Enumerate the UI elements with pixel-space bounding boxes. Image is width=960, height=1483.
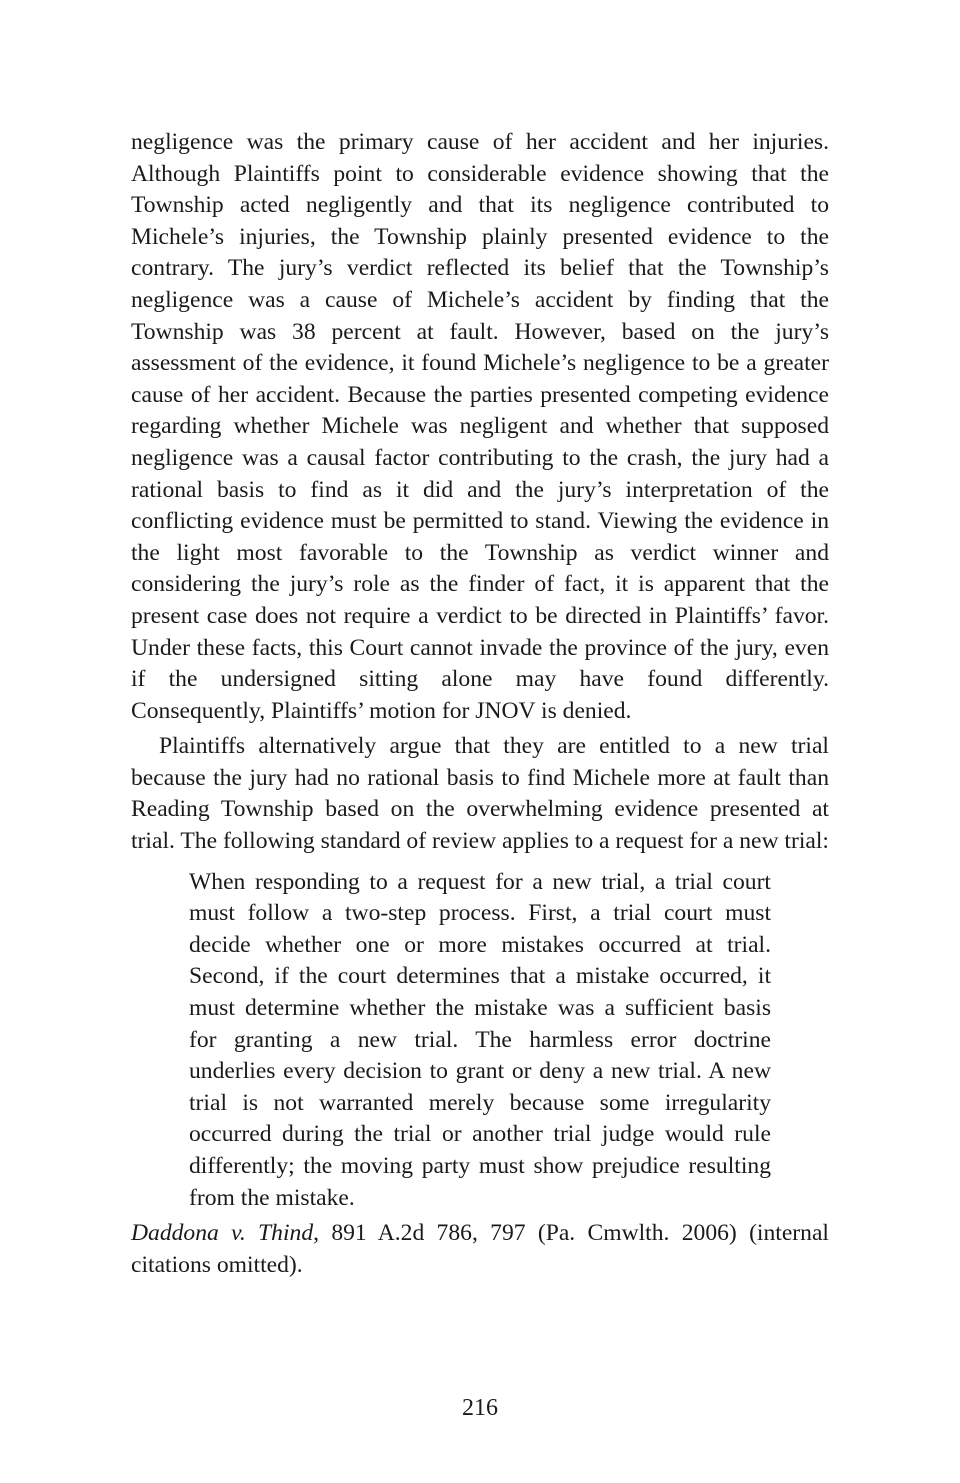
- body-text: [131, 127, 829, 1281]
- page-number: 216: [462, 1395, 498, 1421]
- block-quote: [189, 867, 771, 1215]
- paragraph-continued: negligence was the primary cause of her accident and her injuries. Although Plaintiffs point to considerable evidence showing that the Township acted negligently and that its negligence contributed to Michele’s injuries, the Township plainly presented evidence to the contrary. The jury’s verdict reflected its belief that the Township’s negligence was a cause of Michele’s accident by finding that the Township was 38 percent at fault. However, based on the jury’s assessment of the evidence, it found Michele’s negligence to be a greater cause of her accident. Because the parties presented competing evidence regarding whether Michele was negligent and whether that supposed negligence was a causal factor contributing to the crash, the jury had a rational basis to find as it did and the jury’s interpretation of the conflicting evidence must be permitted to stand. Viewing the evidence in the light most favorable to the Township as verdict winner and considering the jury’s role as the finder of fact, it is apparent that the present case does not require a verdict to be directed in Plaintiffs’ favor. Under these facts, this Court cannot invade the province of the jury, even if the undersigned sitting alone may have found differently. Consequently, Plaintiffs’ motion for JNOV is denied.: [131, 129, 829, 724]
- citation: [131, 1218, 829, 1281]
- citation-case-name: Daddona v. Thind: [131, 1220, 314, 1247]
- citation-reference: , 891 A.2d 786, 797 (Pa. Cmwlth. 2006) (internal citations omitted).: [131, 1220, 829, 1278]
- paragraph-new-trial-argument: Plaintiffs alternatively argue that they are entitled to a new trial because the jury had no rational basis to find Michele more at fault than Reading Township based on the overwhelming evidence presented at trial. The following standard of review applies to a request for a new trial:: [131, 733, 829, 855]
- block-quote-text: When responding to a request for a new trial, a trial court must follow a two-step process. First, a trial court must decide whether one or more mistakes occurred at trial. Second, if the court determines that a mistake occurred, it must determine whether the mistake was a sufficient basis for granting a new trial. The harmless error doctrine underlies every decision to grant or deny a new trial. A new trial is not warranted merely because some irregularity occurred during the trial or another trial judge would rule differently; the moving party must show prejudice resulting from the mistake.: [189, 868, 771, 1211]
